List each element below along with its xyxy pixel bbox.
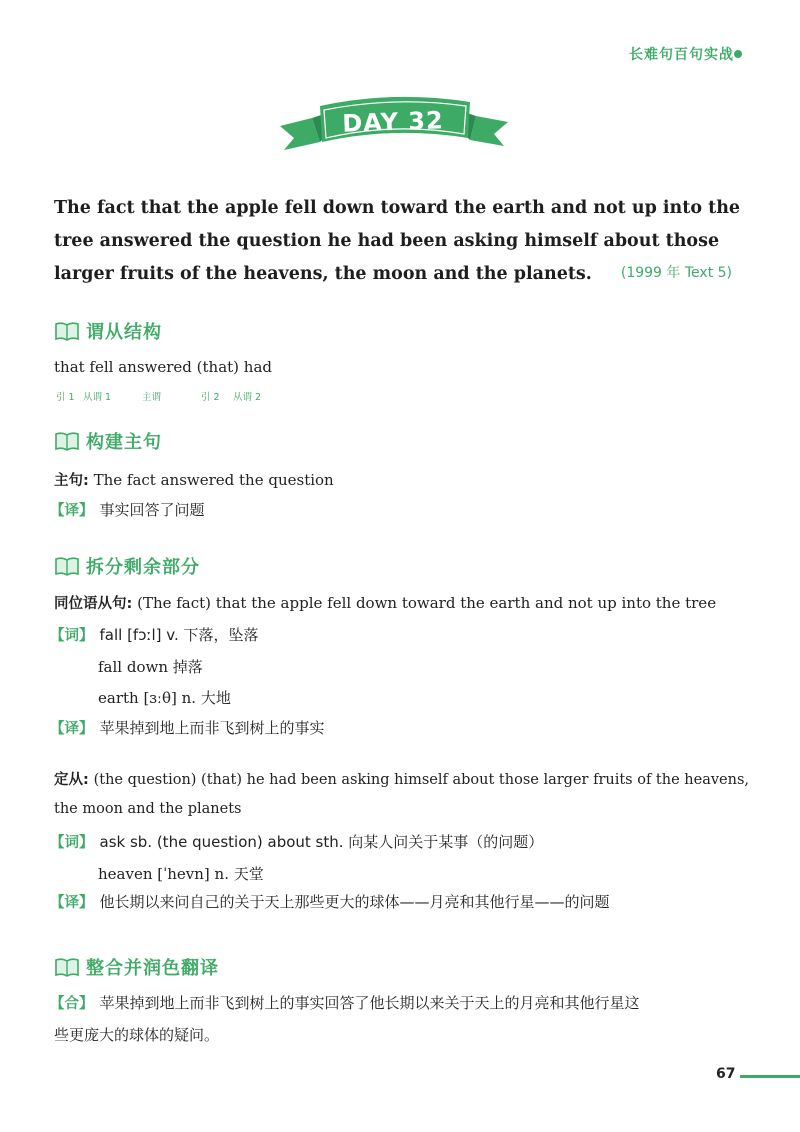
section-title: 构建主句 (86, 432, 162, 453)
book-icon (54, 320, 80, 342)
section-heading (54, 954, 219, 980)
vocab-tag: 【词】 (50, 628, 94, 644)
vocab-text: fall down 掉落 (98, 658, 203, 676)
page-rule (740, 1075, 800, 1078)
vocab-text: earth [ɜːθ] n. 大地 (98, 689, 231, 707)
translation-text: 苹果掉到地上而非飞到树上的事实 (99, 719, 325, 737)
translation-tag: 【译】 (50, 721, 94, 737)
section-title: 整合并润色翻译 (86, 958, 219, 979)
translation-line (50, 717, 325, 738)
section-heading (54, 428, 162, 454)
translation-line (50, 891, 610, 912)
header-dot (734, 50, 742, 58)
vocab-tag: 【词】 (50, 835, 94, 851)
main-clause-label: 主句: (54, 473, 89, 489)
book-icon (54, 956, 80, 978)
combined-tag: 【合】 (50, 996, 94, 1012)
book-icon (54, 430, 80, 452)
annotation: 从谓 1 (83, 392, 112, 403)
vocab-text: fall [fɔːl] v. 下落，坠落 (99, 626, 259, 644)
annotation: 主谓 (142, 392, 162, 403)
vocab-line (50, 831, 543, 852)
book-icon (54, 555, 80, 577)
vocab-text: heaven [ˈhevn] n. 天堂 (98, 865, 264, 883)
combined-text-cont: 些更庞大的球体的疑问。 (54, 1026, 220, 1044)
attributive-label: 定从: (54, 772, 89, 788)
main-sentence: The fact that the apple fell down toward the earth and not up into the tree answered the question he had been asking himself about those larger fruits of the heavens, the moon and the planets. (54, 198, 741, 284)
section-title: 谓从结构 (86, 322, 162, 343)
translation-text: 事实回答了问题 (99, 501, 205, 519)
attributive-line (54, 768, 749, 789)
structure-line: that fell answered (that) had (54, 358, 272, 376)
combined-text: 苹果掉到地上而非飞到树上的事实回答了他长期以来关于天上的月亮和其他行星这 (99, 994, 640, 1012)
translation-tag: 【译】 (50, 895, 94, 911)
attributive-text-cont: the moon and the planets (54, 801, 242, 817)
vocab-line (50, 624, 259, 645)
translation-tag: 【译】 (50, 503, 94, 519)
appositive-text: (The fact) that the apple fell down toward the earth and not up into the tree (137, 594, 717, 612)
annotation: 引 2 (201, 392, 220, 403)
sentence-source: (1999 年 Text 5) (620, 265, 732, 281)
appositive-line (54, 592, 716, 613)
annotation: 从谓 2 (233, 392, 262, 403)
translation-text: 他长期以来问自己的关于天上那些更大的球体——月亮和其他行星——的问题 (99, 893, 610, 911)
appositive-label: 同位语从句: (54, 596, 133, 612)
translation-line (50, 499, 205, 520)
annotation: 引 1 (56, 392, 75, 403)
vocab-text: ask sb. (the question) about sth. 向某人问关于某事（的问题） (99, 833, 544, 851)
section-heading (54, 553, 200, 579)
attributive-text: (the question) (that) he had been asking himself about those larger fruits of the heavens, (93, 772, 750, 788)
section-title: 拆分剩余部分 (86, 557, 200, 578)
day-label: DAY 32 (341, 106, 445, 138)
page-number: 67 (716, 1066, 736, 1082)
main-clause-line (54, 469, 334, 490)
running-header: 长难句百句实战 (629, 47, 734, 63)
combined-translation-line (50, 992, 640, 1013)
section-heading (54, 318, 162, 344)
main-clause-text: The fact answered the question (93, 471, 334, 489)
